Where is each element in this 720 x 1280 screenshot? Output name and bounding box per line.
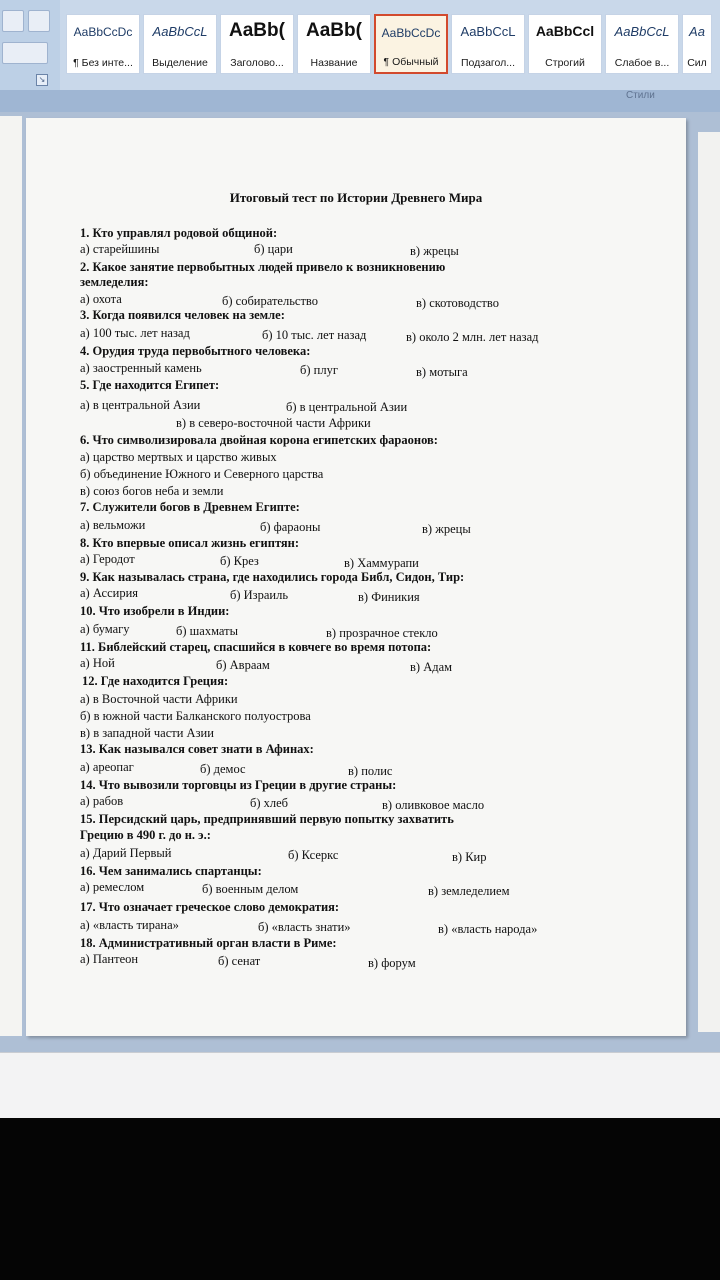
style-name: Заголово...: [230, 57, 284, 69]
answer-option: в) в северо-восточной части Африки: [176, 416, 371, 430]
document-title: Итоговый тест по Истории Древнего Мира: [229, 190, 483, 205]
style-sample: Aa: [689, 24, 705, 39]
answer-option: в) «власть народа»: [438, 922, 538, 936]
answer-option: в) в западной части Азии: [80, 726, 214, 740]
answer-option: б) шахматы: [176, 624, 238, 638]
style-sample: AaBbCcl: [535, 23, 595, 39]
answer-option: в) Хаммурапи: [344, 556, 419, 570]
answer-option: б) «власть знати»: [258, 920, 351, 934]
style-sample: AaBbCcL: [152, 24, 208, 39]
style-sample: AaBbCcDc: [381, 26, 441, 40]
question-line: 1. Кто управлял родовой общиной:: [80, 226, 278, 240]
style-name: Выделение: [152, 57, 208, 69]
style-title[interactable]: [297, 14, 371, 74]
monitor-bezel: [0, 1118, 720, 1280]
dialog-launcher-icon[interactable]: ↘: [36, 74, 48, 86]
style-no-spacing[interactable]: [66, 14, 140, 74]
question-line: 10. Что изобрели в Индии:: [80, 604, 230, 618]
answer-option: б) плуг: [300, 363, 338, 377]
document-page[interactable]: [26, 118, 686, 1036]
adjacent-page-left: [0, 116, 22, 1036]
answer-option: б) сенат: [218, 954, 261, 968]
document-body: [26, 118, 686, 1036]
answer-option: в) союз богов неба и земли: [80, 484, 224, 498]
style-sample: AaBbCcL: [614, 24, 670, 39]
answer-option: в) жрецы: [410, 244, 459, 258]
ruler-strip: [0, 90, 720, 112]
style-sample: AaBbCcL: [460, 24, 516, 39]
answer-option: а) «власть тирана»: [80, 918, 179, 932]
answer-option: б) в южной части Балканского полуострова: [80, 709, 311, 723]
answer-option: а) вельможи: [80, 518, 146, 532]
answer-option: а) ареопаг: [80, 760, 134, 774]
question-line: 4. Орудия труда первобытного человека:: [80, 344, 311, 358]
answer-option: б) в центральной Азии: [286, 400, 408, 414]
question-line: земледелия:: [80, 275, 149, 289]
question-line: 14. Что вывозили торговцы из Греции в другие страны:: [80, 778, 397, 792]
question-line: Грецию в 490 г. до н. э.:: [80, 828, 211, 842]
style-name: Сил: [687, 57, 707, 69]
question-line: 17. Что означает греческое слово демократия:: [80, 900, 340, 914]
ribbon-left-panel: [0, 0, 60, 90]
answer-option: в) скотоводство: [416, 296, 499, 310]
answer-option: б) демос: [200, 762, 246, 776]
styles-group-label: Стили: [626, 90, 655, 101]
question-line: 12. Где находится Греция:: [82, 674, 229, 688]
answer-option: в) полис: [348, 764, 393, 778]
answer-option: б) военным делом: [202, 882, 299, 896]
answer-option: а) Ассирия: [80, 586, 139, 600]
style-name: ¶ Обычный: [383, 56, 439, 68]
answer-option: б) цари: [254, 242, 293, 256]
ribbon-dropdown-button[interactable]: [2, 42, 48, 64]
adjacent-page-right: [698, 132, 720, 1032]
question-line: 3. Когда появился человек на земле:: [80, 308, 285, 322]
answer-option: а) ремеслом: [80, 880, 145, 894]
ribbon-small-button[interactable]: [28, 10, 50, 32]
style-name: ¶ Без инте...: [73, 57, 133, 69]
question-line: 15. Персидский царь, предпринявший первую попытку захватить: [80, 812, 454, 826]
question-line: 6. Что символизировала двойная корона египетских фараонов:: [80, 433, 438, 447]
answer-option: а) Пантеон: [80, 952, 139, 966]
answer-option: б) Крез: [220, 554, 259, 568]
style-name: Слабое в...: [614, 57, 670, 69]
style-heading[interactable]: [220, 14, 294, 74]
style-intense[interactable]: [682, 14, 712, 74]
question-line: 11. Библейский старец, спасшийся в ковчеге во время потопа:: [80, 640, 432, 654]
ribbon-small-button[interactable]: [2, 10, 24, 32]
answer-option: а) Дарий Первый: [80, 846, 172, 860]
answer-option: в) Финикия: [358, 590, 420, 604]
answer-option: а) царство мертвых и царство живых: [80, 450, 277, 464]
answer-option: а) заостренный камень: [80, 361, 202, 375]
answer-option: б) хлеб: [250, 796, 289, 810]
answer-option: в) земледелием: [428, 884, 510, 898]
style-sample: AaBbCcDc: [73, 25, 133, 39]
answer-option: а) старейшины: [80, 242, 160, 256]
question-line: 16. Чем занимались спартанцы:: [80, 864, 262, 878]
answer-option: б) фараоны: [260, 520, 321, 534]
question-line: 2. Какое занятие первобытных людей привело к возникновению: [80, 260, 446, 274]
answer-option: б) 10 тыс. лет назад: [262, 328, 367, 342]
question-line: 8. Кто впервые описал жизнь египтян:: [80, 536, 300, 550]
answer-option: а) Ной: [80, 656, 115, 670]
question-line: 7. Служители богов в Древнем Египте:: [80, 500, 300, 514]
question-line: 5. Где находится Египет:: [80, 378, 220, 392]
style-subtitle[interactable]: [451, 14, 525, 74]
styles-gallery: [66, 14, 712, 76]
answer-option: в) Кир: [452, 850, 487, 864]
answer-option: в) около 2 млн. лет назад: [406, 330, 539, 344]
question-line: 18. Административный орган власти в Риме:: [80, 936, 337, 950]
status-area: [0, 1052, 720, 1119]
answer-option: б) Израиль: [230, 588, 289, 602]
answer-option: в) форум: [368, 956, 416, 970]
ribbon: [0, 0, 720, 91]
question-line: 13. Как назывался совет знати в Афинах:: [80, 742, 314, 756]
style-name: Название: [310, 57, 358, 69]
answer-option: а) в Восточной части Африки: [80, 692, 238, 706]
answer-option: в) Адам: [410, 660, 453, 674]
answer-option: б) объединение Южного и Северного царства: [80, 467, 324, 481]
answer-option: в) мотыга: [416, 365, 468, 379]
answer-option: а) в центральной Азии: [80, 398, 201, 412]
answer-option: в) жрецы: [422, 522, 471, 536]
answer-option: б) Авраам: [216, 658, 270, 672]
question-line: 9. Как называлась страна, где находились города Библ, Сидон, Тир:: [80, 570, 465, 584]
answer-option: б) Ксеркс: [288, 848, 339, 862]
answer-option: в) прозрачное стекло: [326, 626, 438, 640]
answer-option: а) охота: [80, 292, 122, 306]
style-strong[interactable]: [528, 14, 602, 74]
answer-option: а) рабов: [80, 794, 124, 808]
style-subtle-emphasis[interactable]: [605, 14, 679, 74]
style-name: Подзагол...: [460, 57, 516, 69]
answer-option: а) Геродот: [80, 552, 135, 566]
style-name: Строгий: [545, 57, 585, 69]
style-normal[interactable]: [374, 14, 448, 74]
answer-option: б) собирательство: [222, 294, 318, 308]
style-sample: AaBb(: [306, 20, 362, 41]
answer-option: а) 100 тыс. лет назад: [80, 326, 190, 340]
answer-option: в) оливковое масло: [382, 798, 485, 812]
style-sample: AaBb(: [229, 20, 285, 41]
answer-option: а) бумагу: [80, 622, 130, 636]
style-emphasis[interactable]: [143, 14, 217, 74]
